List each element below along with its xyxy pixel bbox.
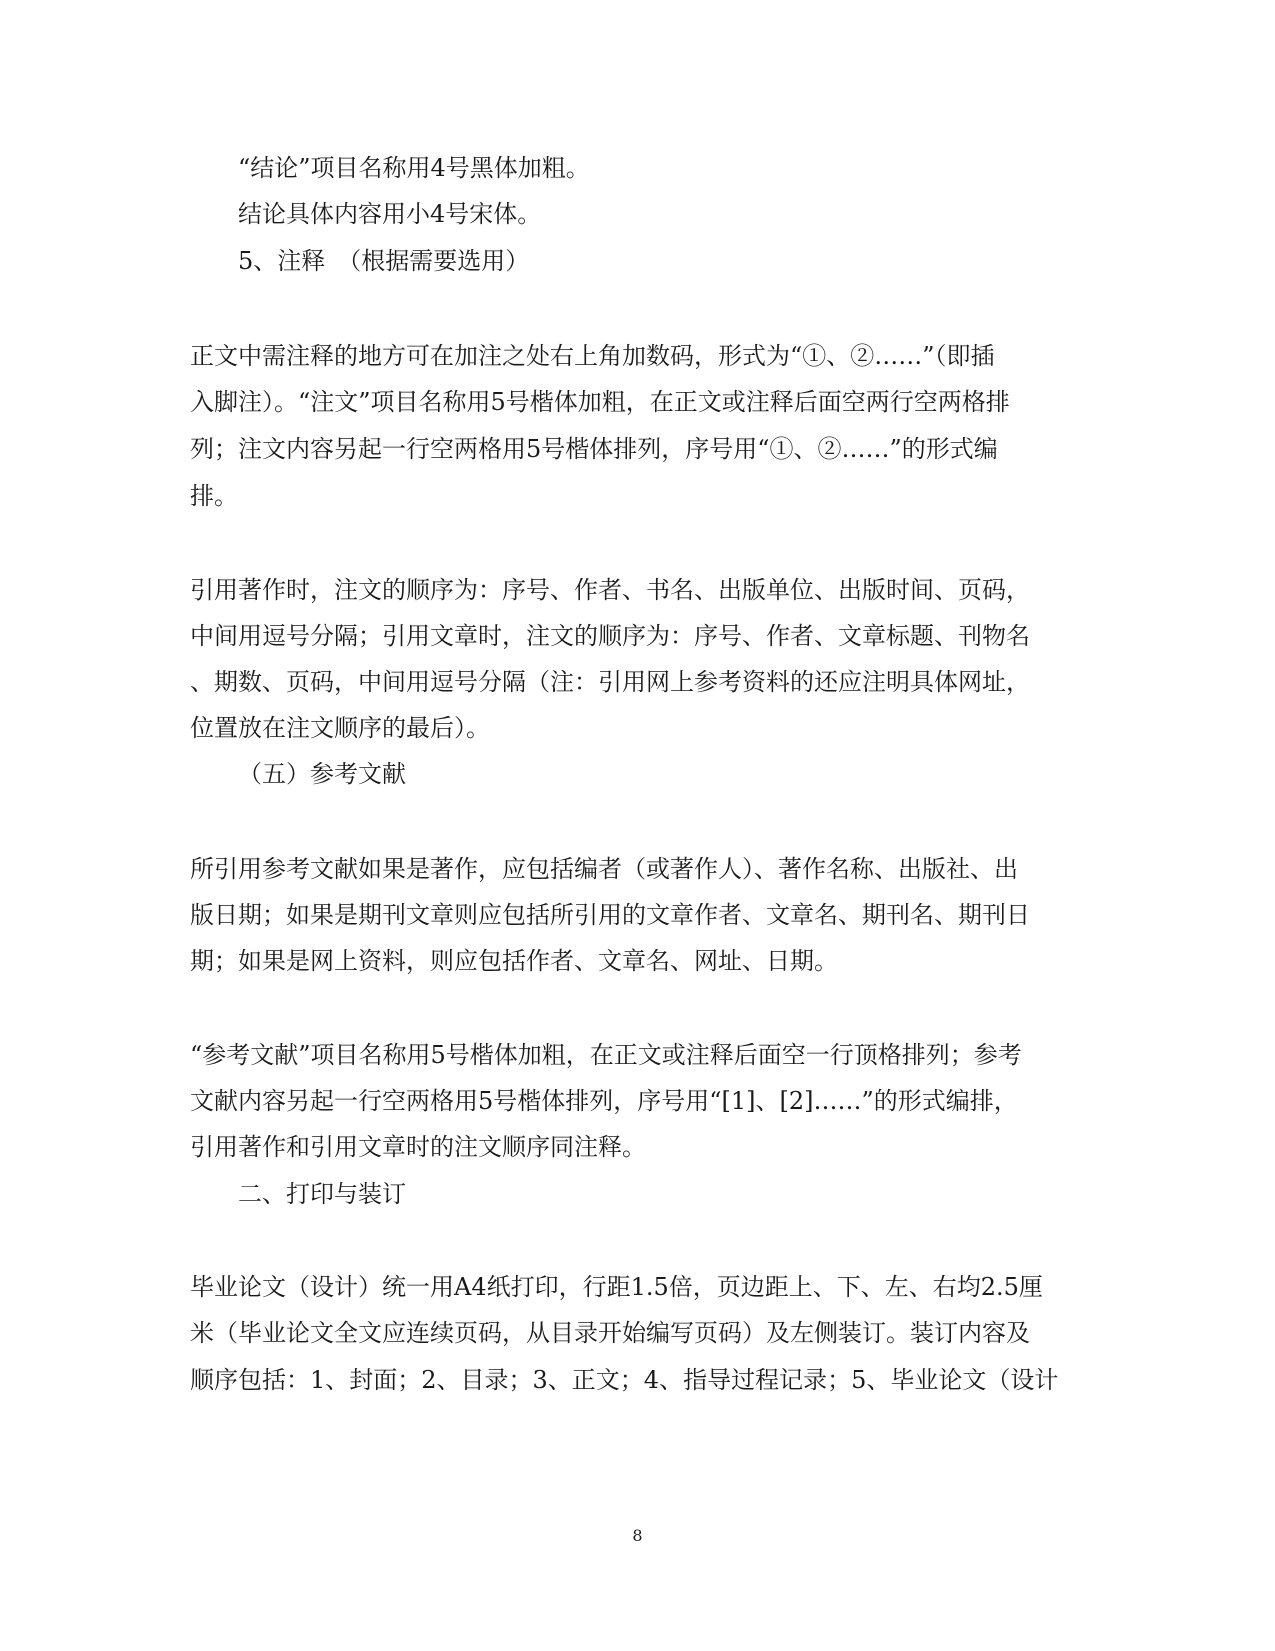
annotation-paragraph-line-3: 列；注文内容另起一行空两格用5号楷体排列，序号用“①、②……”的形式编 — [190, 435, 998, 463]
references-format-line-2: 文献内容另起一行空两格用5号楷体排列，序号用“[1]、[2]……”的形式编排， — [190, 1087, 1018, 1115]
print-binding-line-1: 毕业论文（设计）统一用A4纸打印，行距1.5倍，页边距上、下、左、右均2.5厘 — [190, 1273, 1043, 1301]
print-binding-line-3: 顺序包括：1、封面；2、目录；3、正文；4、指导过程记录；5、毕业论文（设计 — [190, 1366, 1059, 1394]
references-content-line-1: 所引用参考文献如果是著作，应包括编者（或著作人）、著作名称、出版社、出 — [190, 855, 1018, 883]
references-format-line-3: 引用著作和引用文章时的注文顺序同注释。 — [190, 1133, 646, 1161]
print-binding-line-2: 米（毕业论文全文应连续页码，从目录开始编写页码）及左侧装订。装订内容及 — [190, 1319, 1030, 1347]
print-binding-heading: 二、打印与装订 — [238, 1180, 406, 1208]
references-content-line-3: 期；如果是网上资料，则应包括作者、文章名、网址、日期。 — [190, 947, 838, 975]
references-content-line-2: 版日期；如果是期刊文章则应包括所引用的文章作者、文章名、期刊名、期刊日 — [190, 901, 1030, 929]
conclusion-title-rule: “结论”项目名称用4号黑体加粗。 — [238, 154, 590, 182]
annotation-heading: 5、注释 （根据需要选用） — [238, 247, 530, 275]
citation-order-line-2: 中间用逗号分隔；引用文章时，注文的顺序为：序号、作者、文章标题、刊物名 — [190, 622, 1030, 650]
annotation-paragraph-line-1: 正文中需注释的地方可在加注之处右上角加数码，形式为“①、②……”（即插 — [190, 342, 995, 370]
references-heading: （五）参考文献 — [238, 760, 406, 788]
conclusion-body-rule: 结论具体内容用小4号宋体。 — [238, 200, 542, 228]
annotation-paragraph-line-4: 排。 — [190, 482, 238, 510]
citation-order-line-3: 、期数、页码，中间用逗号分隔（注：引用网上参考资料的还应注明具体网址， — [190, 668, 1030, 696]
citation-order-line-1: 引用著作时，注文的顺序为：序号、作者、书名、出版单位、出版时间、页码， — [190, 576, 1030, 604]
annotation-paragraph-line-2: 入脚注）。“注文”项目名称用5号楷体加粗，在正文或注释后面空两行空两格排 — [190, 388, 1010, 416]
citation-order-line-4: 位置放在注文顺序的最后）。 — [190, 714, 490, 742]
references-format-line-1: “参考文献”项目名称用5号楷体加粗，在正文或注释后面空一行顶格排列；参考 — [190, 1041, 1022, 1069]
page-number: 8 — [632, 1526, 643, 1545]
